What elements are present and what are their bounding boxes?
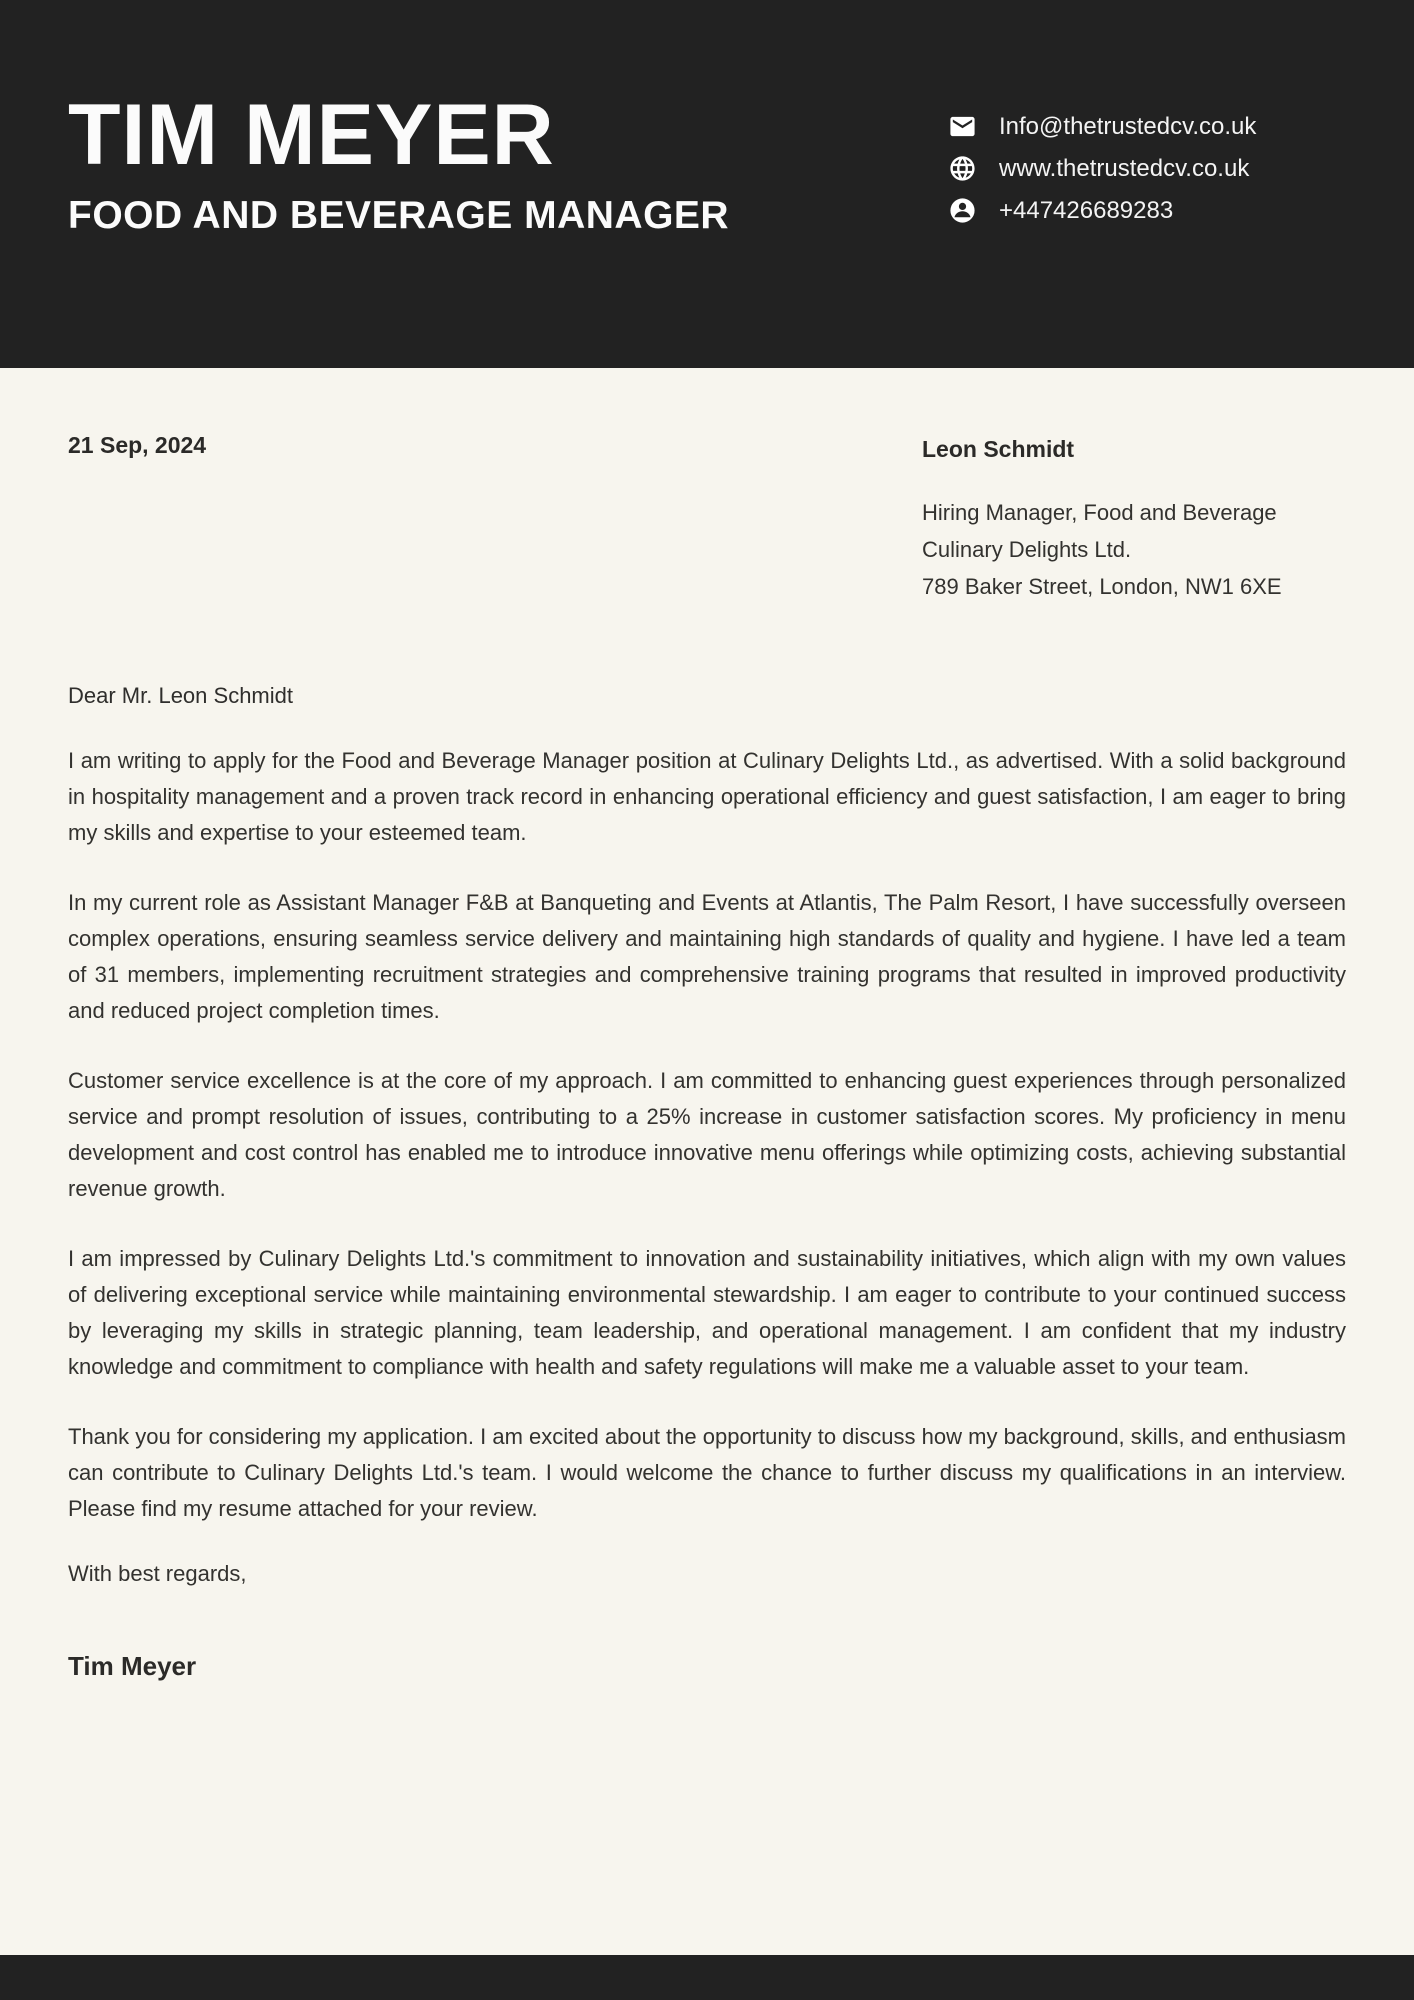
paragraph-5: Thank you for considering my application. I am excited about the opportunity to discuss how my background, skills, and enthusiasm can contribute to Culinary Delights Ltd.'s team. I would welcome the chance to further discuss my qualifications in an interview. Please find my resume attached for your review. [68,1424,1346,1522]
contact-email-value: Info@thetrustedcv.co.uk [999,112,1257,140]
paragraph-2: In my current role as Assistant Manager F&B at Banqueting and Events at Atlantis, The Palm Resort, I have successfully overseen complex operations, ensuring seamless service delivery and maintaining high standards of quality and hygiene. I have led a team of 31 members, implementing recruitment strategies and comprehensive training programs that resulted in improved productivity and reduced project completion times. [68,890,1346,1024]
paragraph-1: I am writing to apply for the Food and Beverage Manager position at Culinary Delights Ltd., as advertised. With a solid background in hospitality management and a proven track record in enhancing operational efficiency and guest satisfaction, I am eager to bring my skills and expertise to your esteemed team. [68,748,1346,846]
letter-meta-row [68,430,1346,605]
contact-row-website [948,154,1256,183]
recipient-block [922,430,1346,605]
signature-name: Tim Meyer [68,1651,197,1682]
recipient-company: Culinary Delights Ltd. [922,536,1132,562]
contact-website-value: www.thetrustedcv.co.uk [999,154,1250,182]
contact-phone-value: +447426689283 [999,196,1174,224]
contact-row-phone [948,196,1256,225]
paragraph-3: Customer service excellence is at the core of my approach. I am committed to enhancing guest experiences through personalized service and prompt resolution of issues, contributing to a 25% increase in customer satisfaction scores. My proficiency in menu development and cost control has enabled me to introduce innovative menu offerings while optimizing costs, achieving substantial revenue growth. [68,1068,1346,1202]
recipient-role: Hiring Manager, Food and Beverage [922,499,1277,525]
recipient-address [922,495,1346,606]
closing-line: With best regards, [68,1561,247,1587]
candidate-job-title: FOOD AND BEVERAGE MANAGER [68,194,730,237]
letter-body [0,368,1414,1682]
candidate-name: TIM MEYER [68,87,555,183]
letter-footer [0,1955,1414,2000]
salutation: Dear Mr. Leon Schmidt [68,683,293,709]
paragraph-4: I am impressed by Culinary Delights Ltd.'s commitment to innovation and sustainability initiatives, which align with my own values of delivering exceptional service while maintaining environmental stewardship. I am eager to contribute to your continued success by leveraging my skills in strategic planning, team leadership, and operational management. I am confident that my industry knowledge and commitment to compliance with health and safety regulations will make me a valuable asset to your team. [68,1246,1346,1380]
contact-row-email [948,112,1256,141]
recipient-street: 789 Baker Street, London, NW1 6XE [922,573,1282,599]
person-icon [948,196,977,225]
globe-icon [948,154,977,183]
email-icon [948,112,977,141]
contact-info-block [948,112,1256,225]
letter-header [0,0,1414,368]
recipient-name: Leon Schmidt [922,436,1075,462]
letter-date: 21 Sep, 2024 [68,432,207,458]
